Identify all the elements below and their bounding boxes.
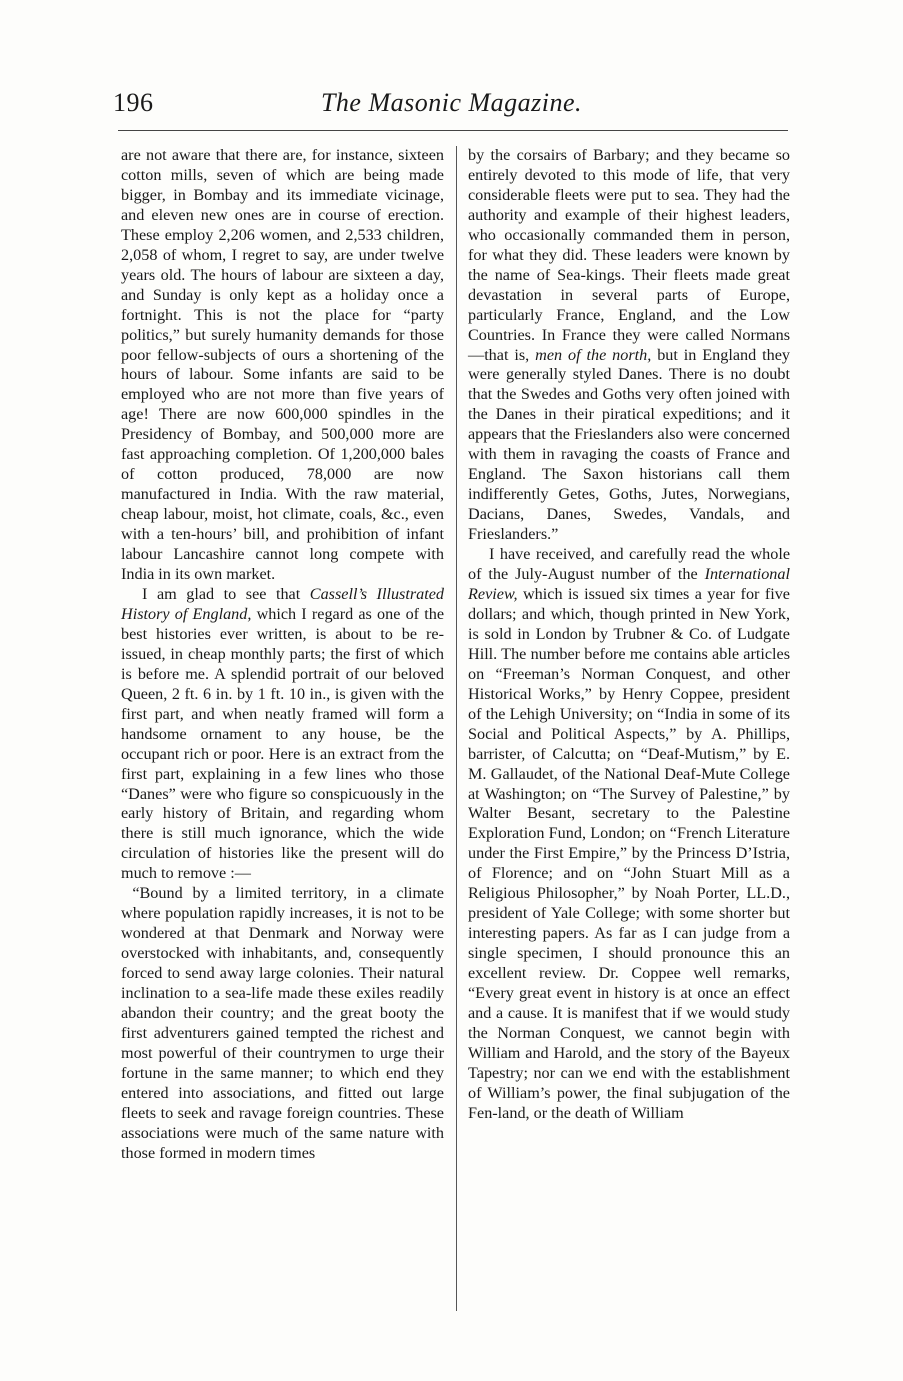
- left-paragraph-2: [121, 585, 444, 884]
- page-number: 196: [113, 88, 154, 117]
- left-paragraph-2-text-b: which I regard as one of the best histories ever written, is about to be re-issued, in cheap monthly parts; the first of which is before me. A splendid portrait of our beloved Queen, 2 ft. 6 in. by 1 ft. 10 in., is given with the first part, and when neatly framed will form a handsome ornament to any house, be the occupant rich or poor. Here is an extract from the first part, explaining in a few lines who those “Danes” were who figure so conspicuously in the early history of Britain, and regarding whom there is still much ignorance, which the wide circulation of histories like the present will do much to remove :—: [121, 604, 445, 883]
- column-divider: [456, 146, 457, 1311]
- page-header: [113, 88, 790, 122]
- right-paragraph-2-text-a: I have received, and carefully read the whole of the July-August number of the: [468, 545, 790, 584]
- right-paragraph-2: [468, 545, 790, 1124]
- left-paragraph-1: are not aware that there are, for instance, sixteen cotton mills, seven of which are being made bigger, in Bombay and its immediate vicinage, and eleven new ones are in course of erection. These employ 2,206 women, and 2,533 children, 2,058 of whom, I regret to say, are under twelve years old. The hours of labour are sixteen a day, and Sunday is only kept as a holiday once a fortnight. This is not the place for “party politics,” but surely humanity demands for those poor fellow-subjects of ours a shortening of the hours of labour. Some infants are said to be employed who are not more than five years of age! There are now 600,000 spindles in the Presidency of Bombay, and 500,000 more are fast approaching completion. Of 1,200,000 bales of cotton produced, 78,000 are now manufactured in India. With the raw material, cheap labour, moist, hot climate, coals, &c., even with a ten-hours’ bill, and prohibition of infant labour Lancashire cannot long compete with India in its own market.: [121, 146, 444, 584]
- right-paragraph-1-italic: men of the north,: [535, 345, 652, 364]
- left-paragraph-2-text-a: I am glad to see that: [142, 584, 310, 603]
- right-paragraph-2-text-b: which is issued six times a year for five dollars; and which, though printed in New York, is sold in London by Trubner & Co. of Ludgate Hill. The number before me contains able articles on “Freeman’s Norman Conquest, and other Historical Works,” by Henry Coppee, president of the Lehigh University; on “India in some of its Social and Political Aspects,” by A. Phillips, barrister, of Calcutta; on “Deaf-Mutism,” by E. M. Gallaudet, of the National Deaf-Mute College at Washington; on “The Survey of Palestine,” by Walter Besant, secretary to the Palestine Exploration Fund, London; on “French Literature under the First Empire,” by the Princess D’Istria, of Florence; and on “John Stuart Mill as a Religious Philosopher,” by Noah Porter, LL.D., president of Yale College; with some shorter but interesting papers. As far as I can judge from a single specimen, I should pronounce this an excellent review. Dr. Coppee well remarks, “Every great event in history is at once an effect and a cause. It is manifest that if we would study the Norman Conquest, we cannot begin with William and Harold, and the story of the Bayeux Tapestry; nor can we end with the establishment of William’s power, the final subjugation of the Fen-land, or the death of William: [468, 584, 790, 1122]
- left-paragraph-2-title: Cassell’s Illustrated History of England,: [121, 584, 445, 623]
- running-title: The Masonic Magazine.: [320, 88, 583, 117]
- right-paragraph-1: [468, 146, 790, 545]
- left-column: [121, 146, 444, 1164]
- right-column: [468, 146, 790, 1124]
- left-paragraph-3-quote: “Bound by a limited territory, in a climate where population rapidly increases, it is not to be wondered at that Denmark and Norway were overstocked with inhabitants, and, consequently forced to send away large colonies. Their natural inclination to a sea-life made these exiles readily abandon their country; and the great booty the first adventurers gained tempted the richest and most powerful of their countrymen to urge their fortune in the same manner; to which end they entered into associations, and fitted out large fleets to seek and ravage foreign countries. These associations were much of the same nature with those formed in modern times: [121, 884, 444, 1162]
- right-paragraph-2-title: International Review,: [468, 565, 790, 603]
- right-paragraph-1-text-b: but in England they were generally styled Danes. There is no doubt that the Swedes and Goths very often joined with the Danes in their piratical expeditions; and it appears that the Frieslanders also were concerned with them in ravaging the coasts of France and England. The Saxon historians call them indifferently Getes, Goths, Jutes, Norwegians, Dacians, Danes, Swedes, Vandals, and Frieslanders.”: [468, 345, 790, 544]
- right-paragraph-1-text-a: by the corsairs of Barbary; and they became so entirely devoted to this mode of life, that very considerable fleets were put to sea. They had the authority and example of their highest leaders, who occasionally commanded them in person, for what they did. These leaders were known by the name of Sea-kings. Their fleets made great devastation in several parts of Europe, particularly France, England, and the Low Countries. In France they were called Normans—that is,: [468, 146, 790, 364]
- header-rule: [118, 130, 788, 131]
